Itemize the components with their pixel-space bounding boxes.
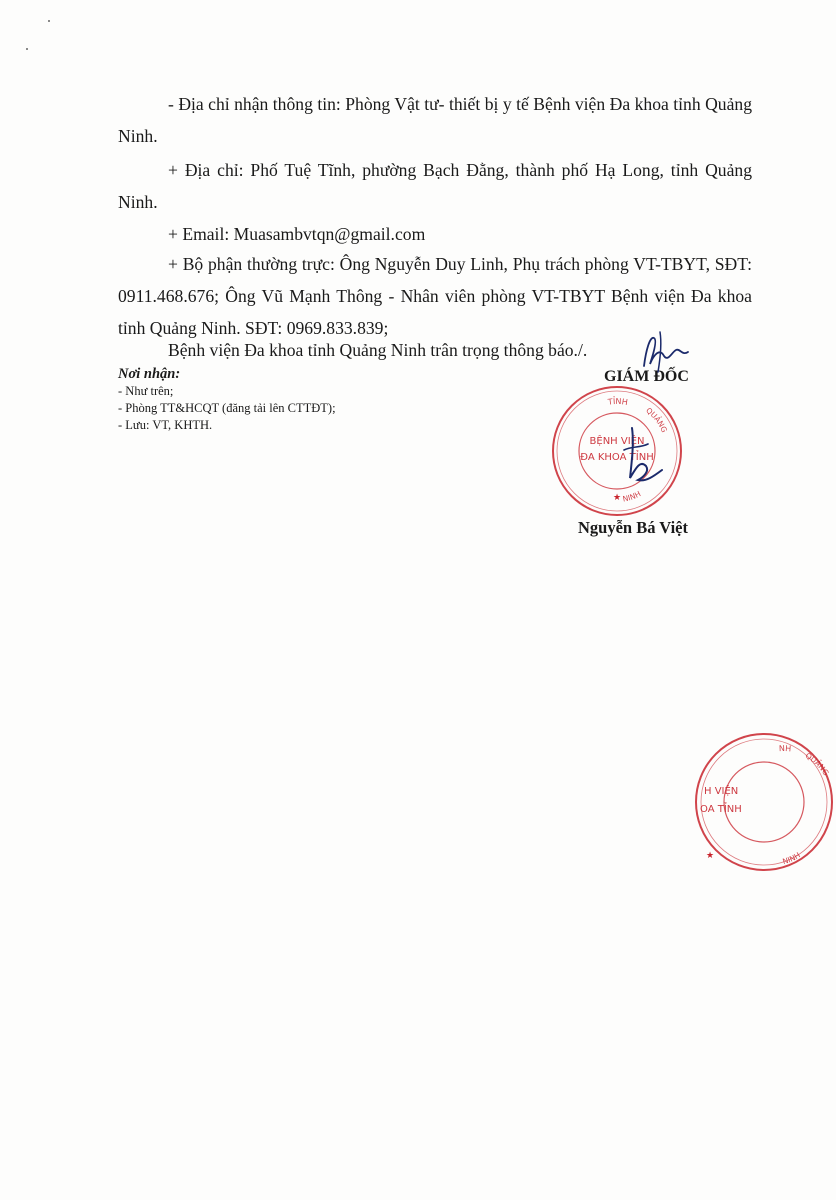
svg-text:NINH: [622, 489, 642, 504]
signature-initial: [636, 330, 696, 374]
scan-speck: [48, 20, 50, 22]
scan-speck: [26, 48, 28, 50]
signature-mark: [618, 420, 668, 490]
paragraph-duty-staff: + Bộ phận thường trực: Ông Nguyễn Duy Linh, Phụ trách phòng VT-TBYT, SĐT: 0911.468.676; Ông Vũ Mạnh Thông - Nhân viên phòng VT-TBYT Bệnh viện Đa khoa tỉnh Quảng Ninh. SĐT: 0969.833.839;: [118, 254, 752, 338]
stamp-ring-top: TỈNH: [607, 396, 629, 408]
stamp-ring-bottom: NINH: [621, 489, 643, 504]
signer-name: Nguyễn Bá Việt: [578, 518, 689, 537]
edge-stamp: [692, 728, 836, 876]
recipient-item: - Như trên;: [118, 384, 174, 398]
paragraph-address-receive: - Địa chỉ nhận thông tin: Phòng Vật tư- thiết bị y tế Bệnh viện Đa khoa tỉnh Quảng Ninh.: [118, 94, 752, 146]
paragraph-email: + Email: Muasambvtqn@gmail.com: [168, 224, 426, 244]
recipients-heading: Nơi nhận:: [118, 366, 181, 382]
edge-stamp-ring-right: QUẢNG: [803, 750, 831, 778]
edge-stamp-text-line1: H VIỆN: [704, 786, 739, 797]
recipient-item: - Lưu: VT, KHTH.: [118, 418, 213, 432]
edge-stamp-graphic: [692, 728, 836, 876]
edge-stamp-star-icon: ★: [706, 851, 715, 861]
stamp-text-line2: ĐA KHOA TỈNH: [580, 452, 654, 463]
svg-text:NH: [779, 744, 792, 753]
stamp-text-line1: BỆNH VIỆN: [589, 436, 645, 447]
svg-text:TỈNH: [606, 395, 628, 407]
edge-stamp-ring-bottom: NINH: [781, 850, 802, 867]
recipients-block: [118, 366, 338, 434]
paragraph-closing: Bệnh viện Đa khoa tỉnh Quảng Ninh trân trọng thông báo./.: [168, 340, 588, 360]
edge-stamp-ring-top: NH: [778, 743, 792, 754]
recipient-item: - Phòng TT&HCQT (đăng tải lên CTTĐT);: [118, 401, 336, 415]
svg-text:QUẢNG: [804, 751, 831, 777]
signer-title: GIÁM ĐỐC: [604, 368, 689, 385]
edge-stamp-text-line2: OA TỈNH: [700, 804, 742, 815]
stamp-ring-right: QUẢNG: [644, 405, 669, 434]
stamp-star-icon: ★: [612, 493, 622, 503]
paragraph-address: + Địa chỉ: Phố Tuệ Tĩnh, phường Bạch Đằng, thành phố Hạ Long, tỉnh Quảng Ninh.: [118, 160, 752, 212]
